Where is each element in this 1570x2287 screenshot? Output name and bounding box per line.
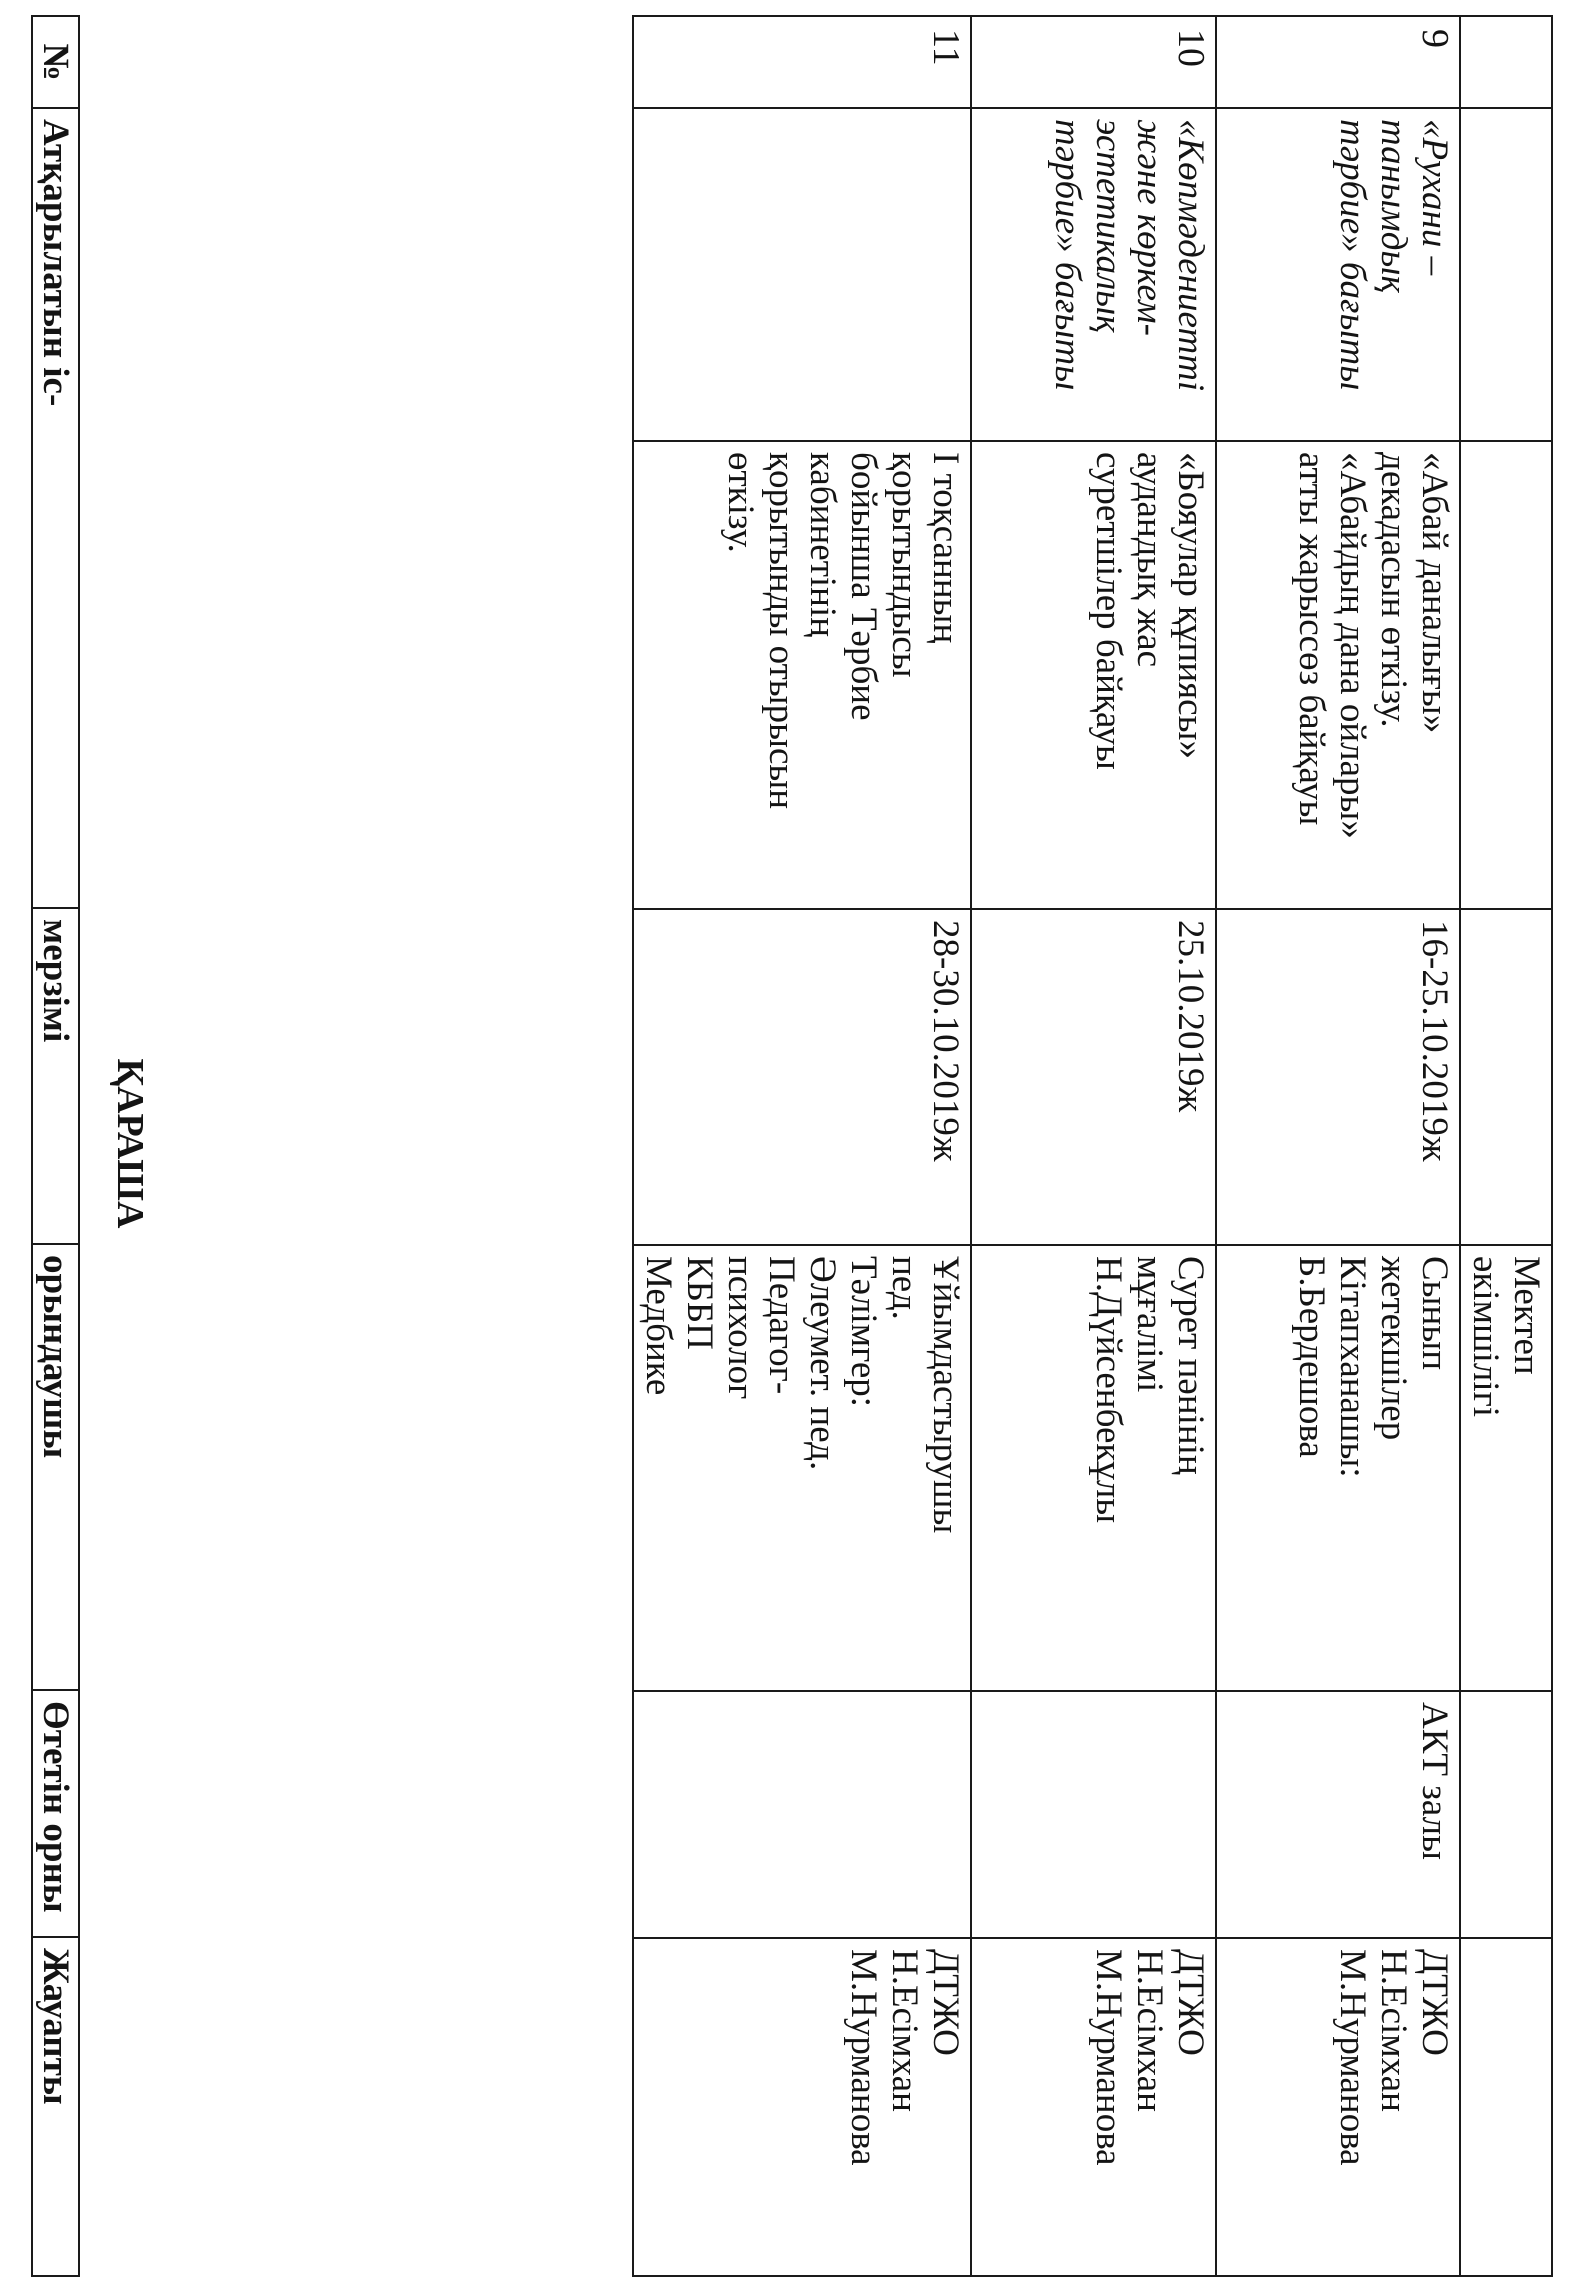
place-cell — [1460, 1691, 1552, 1938]
event-cell — [633, 441, 971, 909]
row-number: 11 — [633, 16, 971, 108]
date-cell: 25.10.2019ж — [971, 909, 1216, 1245]
direction-cell-line: «Рухани – — [1414, 119, 1455, 276]
event-cell — [971, 441, 1216, 909]
event-cell-line: кабинетінің — [802, 452, 843, 638]
direction-cell-line: тәрбие» бағыты — [1047, 119, 1088, 391]
responsible-cell-line: Тәлімгер: — [843, 1256, 884, 1408]
date-cell — [1460, 909, 1552, 1245]
responsible-cell-line: Сынып — [1414, 1256, 1455, 1370]
responsible-cell-line: Б.Бердешова — [1291, 1256, 1332, 1458]
attendees-cell-line: М.Нурманова — [843, 1949, 884, 2166]
date-cell: 28-30.10.2019ж — [633, 909, 971, 1245]
header-attendees: Жауапты — [32, 1937, 79, 2276]
responsible-cell-line: Сурет пәнінің — [1170, 1256, 1211, 1475]
attendees-cell-line: ДТЖО — [1170, 1949, 1211, 2056]
place-cell — [971, 1691, 1216, 1938]
responsible-cell-line: Медбике — [638, 1256, 679, 1396]
header-num: № — [32, 16, 79, 108]
responsible-cell-line: Ұйымдастырушы — [925, 1256, 966, 1534]
event-cell — [1460, 441, 1552, 909]
header-place: Өтетін орны — [32, 1690, 79, 1937]
event-cell — [1216, 441, 1460, 909]
attendees-cell-line: ДТЖО — [1414, 1949, 1455, 2056]
responsible-cell-line: Н.Дүйсенбекұлы — [1088, 1256, 1129, 1524]
responsible-cell — [1460, 1245, 1552, 1691]
responsible-cell-line: пед. — [884, 1256, 925, 1320]
row-number: 10 — [971, 16, 1216, 108]
event-cell-line: «Бояулар құпиясы» — [1170, 452, 1211, 759]
event-cell-line: аудандық жас — [1129, 452, 1170, 668]
responsible-cell-line: Кітапханашы: — [1332, 1256, 1373, 1478]
header-responsible: орындаушы — [32, 1244, 79, 1690]
event-cell-line: I тоқсанның — [925, 452, 966, 644]
place-cell — [633, 1691, 971, 1938]
next-table-header — [31, 15, 80, 2277]
event-cell-line: атты жарыссөз байқауы — [1291, 452, 1332, 826]
direction-cell — [1460, 108, 1552, 441]
direction-cell-line: және көркем- — [1129, 119, 1170, 336]
row-number: 9 — [1216, 16, 1460, 108]
attendees-cell-line: ДТЖО — [925, 1949, 966, 2056]
attendees-cell-line: М.Нурманова — [1088, 1949, 1129, 2166]
responsible-cell-line: жетекшілер — [1373, 1256, 1414, 1441]
attendees-cell-line: М.Нурманова — [1332, 1949, 1373, 2166]
direction-cell — [633, 108, 971, 441]
attendees-cell — [1216, 1938, 1460, 2276]
event-cell-line: суретшілер байқауы — [1088, 452, 1129, 770]
event-cell-line: өткізу. — [720, 452, 761, 553]
direction-cell-line: «Көпмәдениетті — [1170, 119, 1211, 392]
event-cell-line: декадасын өткізу. — [1373, 452, 1414, 728]
direction-cell-line: танымдық — [1373, 119, 1414, 293]
attendees-cell — [633, 1938, 971, 2276]
attendees-cell — [1460, 1938, 1552, 2276]
responsible-cell-line: Мектеп — [1506, 1256, 1547, 1375]
place-cell: АКТ залы — [1216, 1691, 1460, 1938]
responsible-cell-line: психолог — [720, 1256, 761, 1400]
row-number — [1460, 16, 1552, 108]
responsible-cell — [633, 1245, 971, 1691]
direction-cell — [1216, 108, 1460, 441]
attendees-cell-line: Н.Есімхан — [1373, 1949, 1414, 2112]
event-cell-line: «Абай даналығы» — [1414, 452, 1455, 734]
direction-cell — [971, 108, 1216, 441]
responsible-cell-line: мұғалімі — [1129, 1256, 1170, 1393]
event-cell-line: «Абайдың дана ойлары» — [1332, 452, 1373, 839]
responsible-cell — [1216, 1245, 1460, 1691]
event-cell-line: бойынша Тәрбие — [843, 452, 884, 721]
direction-cell-line: тәрбие» бағыты — [1332, 119, 1373, 391]
date-cell: 16-25.10.2019ж — [1216, 909, 1460, 1245]
attendees-cell — [971, 1938, 1216, 2276]
responsible-cell — [971, 1245, 1216, 1691]
responsible-cell-line: әкімшілігі — [1465, 1256, 1506, 1418]
event-cell-line: қорытынды отырысын — [761, 452, 802, 810]
responsible-cell-line: Педагог- — [761, 1256, 802, 1395]
responsible-cell-line: Әлеумет. пед. — [802, 1256, 843, 1471]
plan-table-body — [633, 16, 1552, 2276]
table-row — [1216, 16, 1460, 2276]
table-row — [971, 16, 1216, 2276]
attendees-cell-line: Н.Есімхан — [884, 1949, 925, 2112]
header-row — [32, 16, 79, 2276]
event-cell-line: қорытындысы — [884, 452, 925, 678]
plan-table — [632, 15, 1553, 2277]
header-date: мерзімі — [32, 908, 79, 1244]
attendees-cell-line: Н.Есімхан — [1129, 1949, 1170, 2112]
direction-cell-line: эстетикалық — [1088, 119, 1129, 333]
responsible-cell-line: КББП — [679, 1256, 720, 1350]
table-row — [633, 16, 971, 2276]
header-event: Атқарылатын іс- — [32, 108, 79, 908]
table-row — [1460, 16, 1552, 2276]
section-title: ҚАРАША — [109, 1058, 151, 1229]
